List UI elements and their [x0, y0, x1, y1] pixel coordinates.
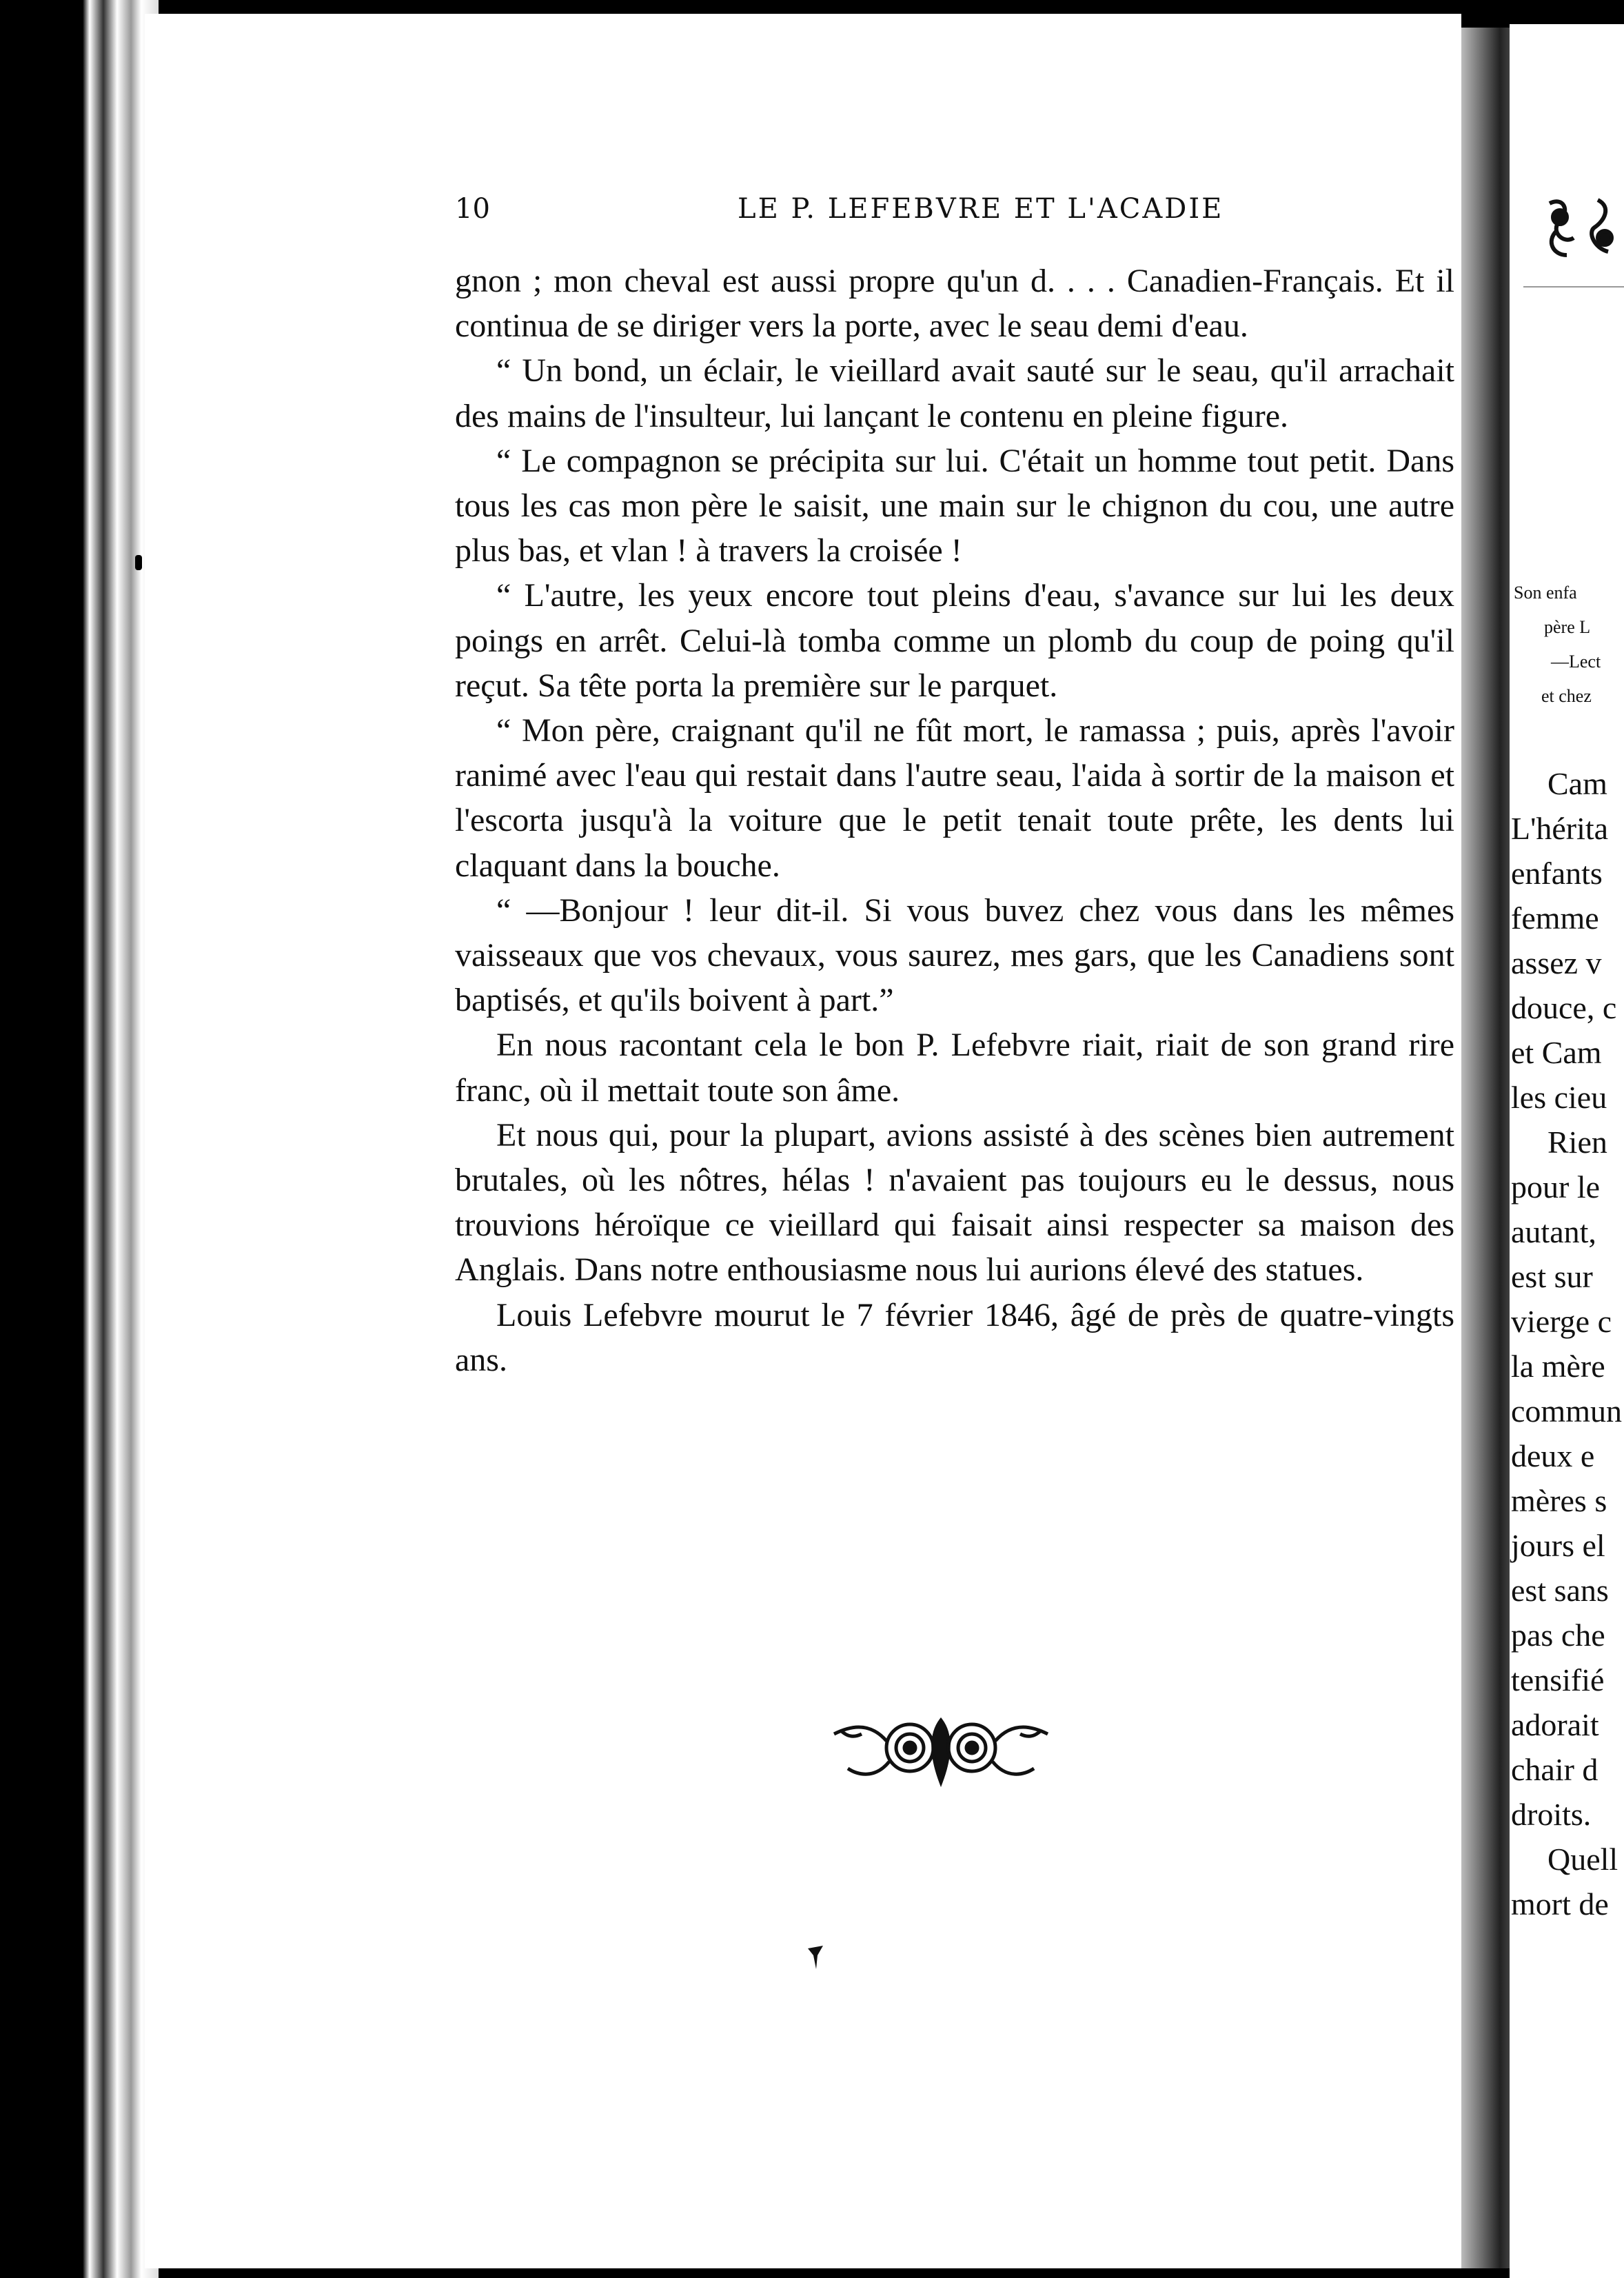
right-line: commun [1511, 1393, 1622, 1429]
right-line: mort de [1511, 1886, 1609, 1922]
paragraph: “ Le compagnon se précipita sur lui. C'était un homme tout petit. Dans tous les cas mon père le saisit, une main sur le chignon du cou, une autre plus bas, et vlan ! à travers la croisée ! [455, 442, 1454, 570]
right-line: est sans [1511, 1573, 1609, 1608]
page-number: 10 [455, 193, 490, 225]
paragraph: “ —Bonjour ! leur dit-il. Si vous buvez chez vous dans les mêmes vaisseaux que vos chevaux, vous saurez, mes gars, que les Canadiens sont baptisés, et qu'ils boivent à part.” [455, 891, 1454, 1019]
right-line: mères s [1511, 1483, 1607, 1518]
running-head: LE P. LEFEBVRE ET L'ACADIE [738, 193, 1224, 225]
page-stack-edge [0, 0, 159, 2278]
right-page-text [1510, 24, 1624, 2278]
ornament-icon [827, 1713, 1055, 1789]
right-line: pour le [1511, 1169, 1601, 1204]
right-line: douce, c [1511, 990, 1617, 1025]
right-small-line: —Lect [1551, 652, 1601, 672]
right-small-line: Son enfa [1514, 583, 1577, 603]
right-line: Quell [1547, 1842, 1618, 1877]
right-line: les cieu [1511, 1080, 1607, 1115]
right-line: Rien [1547, 1125, 1607, 1160]
paragraph: Et nous qui, pour la plupart, avions assisté à des scènes bien autrement brutales, où les nôtres, hélas ! n'avaient pas toujours eu le dessus, nous trouvions héroïque ce vieillard qui faisait ainsi respecter sa maison des Anglais. Dans notre enthousiasme nous lui aurions élevé des statues. [455, 1116, 1454, 1289]
book-gutter [1461, 28, 1516, 2268]
right-page [1510, 24, 1624, 2278]
right-line: vierge c [1511, 1304, 1612, 1339]
paragraph: gnon ; mon cheval est aussi propre qu'un d. . . . Canadien-Français. Et il continua de se diriger vers la porte, avec le seau demi d'eau. [455, 263, 1454, 345]
right-line: deux e [1511, 1438, 1595, 1473]
right-line: jours el [1511, 1528, 1605, 1563]
paragraph: “ Mon père, craignant qu'il ne fût mort, le ramassa ; puis, après l'avoir ranimé avec l'eau qui restait dans l'autre seau, l'aida à sortir de la maison et l'escorta jusqu'à la voiture que le petit tenait toute prête, les dents lui claquant dans la bouche. [455, 712, 1454, 884]
right-line: autant, [1511, 1214, 1596, 1249]
paragraph: Louis Lefebvre mourut le 7 février 1846, âgé de près de quatre-vingts ans. [455, 1296, 1454, 1378]
right-line: et Cam [1511, 1035, 1602, 1070]
paragraph: En nous racontant cela le bon P. Lefebvre riait, riait de son grand rire franc, où il mettait toute son âme. [455, 1027, 1454, 1109]
right-line: adorait [1511, 1707, 1599, 1742]
body-text [455, 259, 1454, 1382]
right-line: pas che [1511, 1617, 1605, 1653]
right-line: est sur [1511, 1259, 1593, 1294]
right-line: assez v [1511, 945, 1602, 980]
right-line: tensifié [1511, 1662, 1605, 1697]
right-line: L'hérita [1511, 811, 1609, 846]
right-line: enfants [1511, 856, 1603, 891]
paragraph: “ L'autre, les yeux encore tout pleins d'eau, s'avance sur lui les deux poings en arrêt. Celui-là tomba comme un plomb du coup de poing qu'il reçut. Sa tête porta la première sur le parquet. [455, 577, 1454, 704]
right-line: femme [1511, 900, 1599, 936]
right-line: la mère [1511, 1349, 1605, 1384]
right-small-line: père L [1544, 617, 1591, 637]
margin-mark [135, 555, 142, 570]
right-line: droits. [1511, 1797, 1592, 1832]
right-line: Cam [1547, 766, 1607, 801]
paragraph: “ Un bond, un éclair, le vieillard avait sauté sur le seau, qu'il arrachait des mains de l'insulteur, lui lançant le contenu en pleine figure. [455, 352, 1454, 434]
right-line: chair d [1511, 1752, 1598, 1787]
right-small-line: et chez [1541, 686, 1592, 706]
ink-spot [806, 1943, 824, 1970]
